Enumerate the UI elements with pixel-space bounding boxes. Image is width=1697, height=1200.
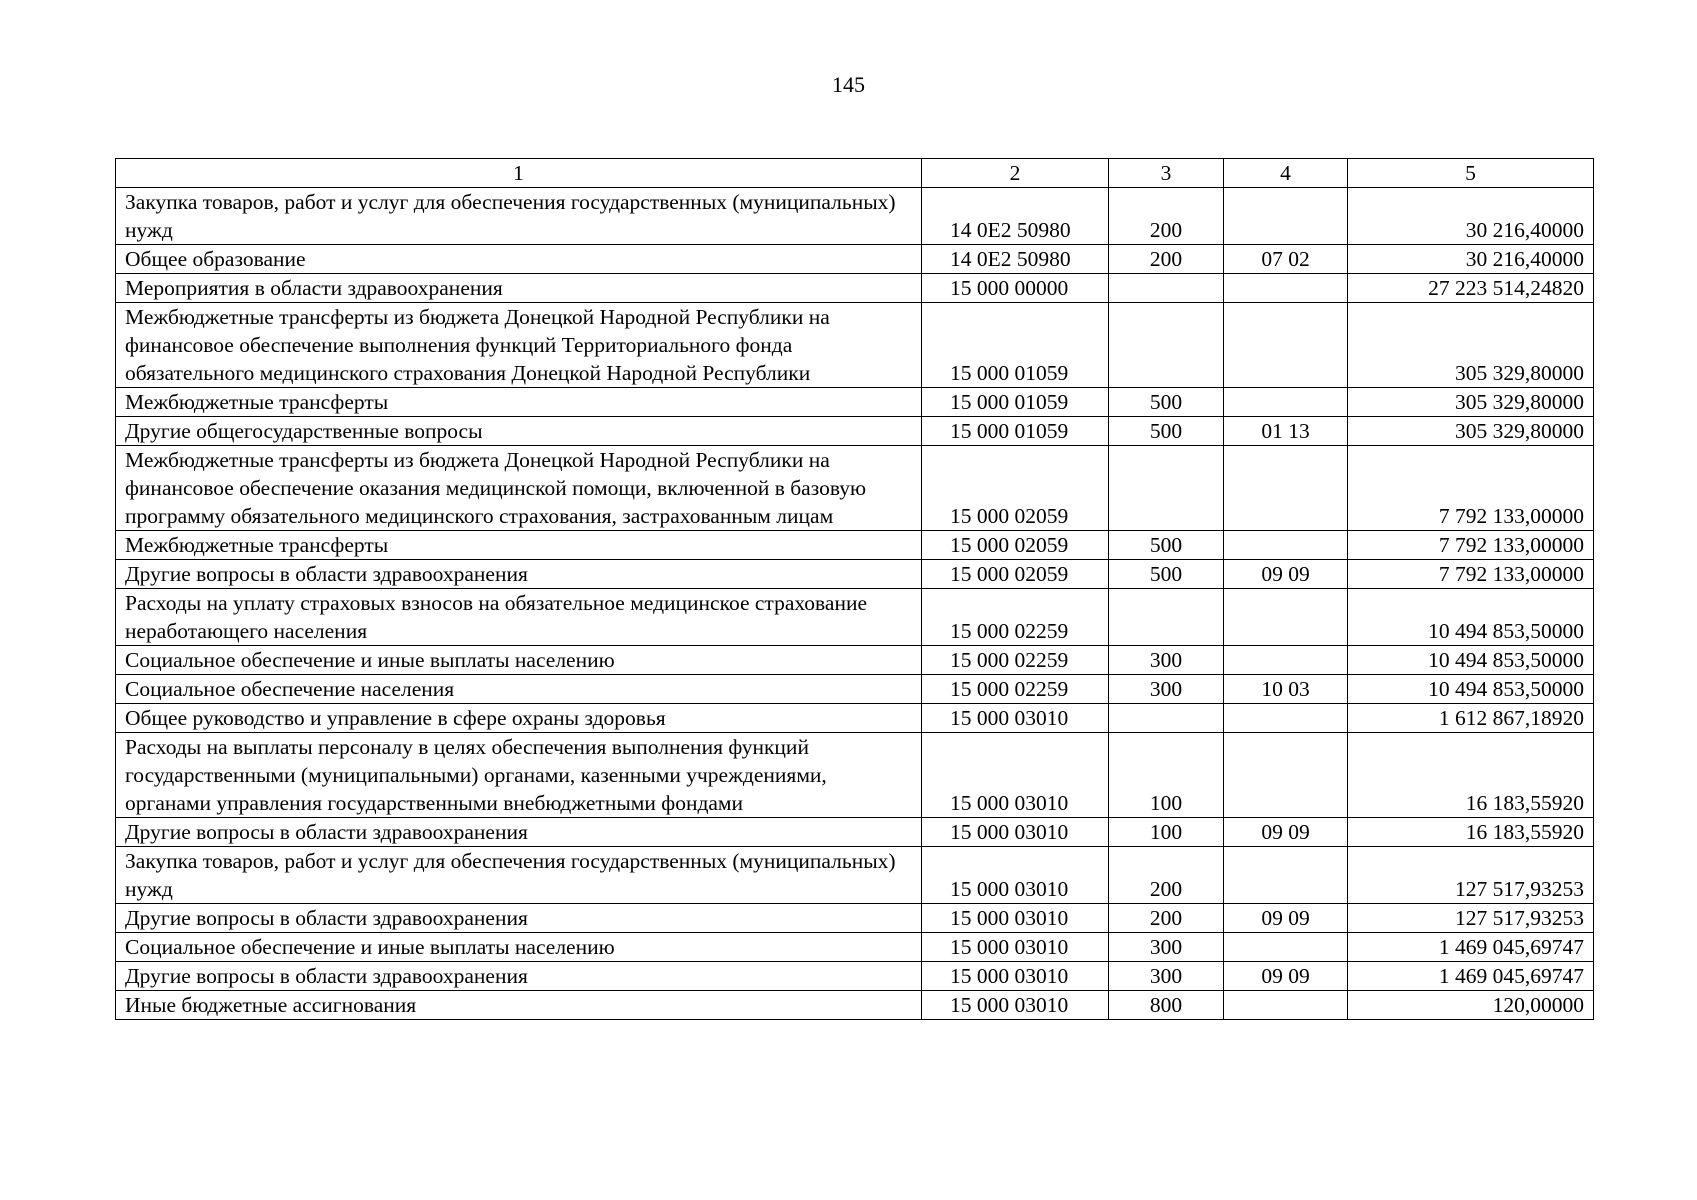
section-code-cell (1224, 991, 1348, 1020)
table-row (116, 847, 1594, 904)
target-code-cell: 15 000 03010 (922, 904, 1109, 933)
item-name-cell: Межбюджетные трансферты (116, 531, 922, 560)
amount-cell: 30 216,40000 (1348, 188, 1594, 245)
item-name-cell: Расходы на выплаты персоналу в целях обеспечения выполнения функций государственными (муниципальными) органами, казенными учреждениями, органами управления государственными внебюджетными фондами (116, 733, 922, 818)
table-row (116, 962, 1594, 991)
table-body (116, 188, 1594, 1020)
table-row (116, 933, 1594, 962)
target-code-cell: 15 000 03010 (922, 704, 1109, 733)
budget-table (115, 158, 1594, 1020)
item-name-cell: Общее образование (116, 245, 922, 274)
amount-cell: 1 612 867,18920 (1348, 704, 1594, 733)
amount-cell: 10 494 853,50000 (1348, 675, 1594, 704)
table-row (116, 446, 1594, 531)
section-code-cell (1224, 933, 1348, 962)
target-code-cell: 15 000 01059 (922, 303, 1109, 388)
expense-type-cell: 500 (1109, 560, 1224, 589)
item-name-cell: Закупка товаров, работ и услуг для обеспечения государственных (муниципальных) нужд (116, 847, 922, 904)
expense-type-cell: 100 (1109, 818, 1224, 847)
target-code-cell: 15 000 01059 (922, 388, 1109, 417)
expense-type-cell: 200 (1109, 847, 1224, 904)
item-name-cell: Межбюджетные трансферты из бюджета Донецкой Народной Республики на финансовое обеспечение выполнения функций Территориального фонда обязательного медицинского страхования Донецкой Народной Республики (116, 303, 922, 388)
item-name-cell: Закупка товаров, работ и услуг для обеспечения государственных (муниципальных) нужд (116, 188, 922, 245)
section-code-cell (1224, 446, 1348, 531)
target-code-cell: 15 000 03010 (922, 991, 1109, 1020)
section-code-cell (1224, 531, 1348, 560)
target-code-cell: 15 000 02259 (922, 646, 1109, 675)
section-code-cell: 10 03 (1224, 675, 1348, 704)
item-name-cell: Социальное обеспечение населения (116, 675, 922, 704)
amount-cell: 10 494 853,50000 (1348, 589, 1594, 646)
amount-cell: 30 216,40000 (1348, 245, 1594, 274)
target-code-cell: 14 0E2 50980 (922, 245, 1109, 274)
expense-type-cell: 500 (1109, 388, 1224, 417)
table-row (116, 245, 1594, 274)
expense-type-cell: 200 (1109, 188, 1224, 245)
column-header-5: 5 (1348, 159, 1594, 188)
target-code-cell: 15 000 02059 (922, 531, 1109, 560)
amount-cell: 16 183,55920 (1348, 733, 1594, 818)
expense-type-cell: 300 (1109, 962, 1224, 991)
item-name-cell: Другие вопросы в области здравоохранения (116, 560, 922, 589)
amount-cell: 16 183,55920 (1348, 818, 1594, 847)
section-code-cell: 09 09 (1224, 962, 1348, 991)
amount-cell: 305 329,80000 (1348, 417, 1594, 446)
target-code-cell: 14 0E2 50980 (922, 188, 1109, 245)
expense-type-cell: 500 (1109, 417, 1224, 446)
page-number: 145 (832, 72, 865, 97)
amount-cell: 7 792 133,00000 (1348, 446, 1594, 531)
target-code-cell: 15 000 00000 (922, 274, 1109, 303)
table-row (116, 560, 1594, 589)
expense-type-cell: 800 (1109, 991, 1224, 1020)
expense-type-cell: 200 (1109, 245, 1224, 274)
item-name-cell: Социальное обеспечение и иные выплаты населению (116, 646, 922, 675)
section-code-cell (1224, 188, 1348, 245)
target-code-cell: 15 000 03010 (922, 962, 1109, 991)
section-code-cell (1224, 704, 1348, 733)
column-header-4: 4 (1224, 159, 1348, 188)
column-header-2: 2 (922, 159, 1109, 188)
target-code-cell: 15 000 03010 (922, 847, 1109, 904)
table-header (116, 159, 1594, 188)
expense-type-cell: 300 (1109, 675, 1224, 704)
amount-cell: 7 792 133,00000 (1348, 560, 1594, 589)
item-name-cell: Общее руководство и управление в сфере охраны здоровья (116, 704, 922, 733)
item-name-cell: Иные бюджетные ассигнования (116, 991, 922, 1020)
section-code-cell (1224, 303, 1348, 388)
table-row (116, 675, 1594, 704)
amount-cell: 305 329,80000 (1348, 303, 1594, 388)
item-name-cell: Межбюджетные трансферты (116, 388, 922, 417)
section-code-cell: 09 09 (1224, 560, 1348, 589)
expense-type-cell (1109, 446, 1224, 531)
section-code-cell (1224, 388, 1348, 417)
target-code-cell: 15 000 02259 (922, 589, 1109, 646)
item-name-cell: Другие вопросы в области здравоохранения (116, 818, 922, 847)
target-code-cell: 15 000 02059 (922, 446, 1109, 531)
table-row (116, 704, 1594, 733)
table-row (116, 388, 1594, 417)
column-header-3: 3 (1109, 159, 1224, 188)
item-name-cell: Мероприятия в области здравоохранения (116, 274, 922, 303)
item-name-cell: Расходы на уплату страховых взносов на обязательное медицинское страхование неработающего населения (116, 589, 922, 646)
amount-cell: 10 494 853,50000 (1348, 646, 1594, 675)
header-row (116, 159, 1594, 188)
amount-cell: 27 223 514,24820 (1348, 274, 1594, 303)
table-row (116, 991, 1594, 1020)
table-row (116, 646, 1594, 675)
item-name-cell: Другие вопросы в области здравоохранения (116, 962, 922, 991)
expense-type-cell: 200 (1109, 904, 1224, 933)
expense-type-cell: 300 (1109, 933, 1224, 962)
table-row (116, 904, 1594, 933)
section-code-cell (1224, 733, 1348, 818)
expense-type-cell: 100 (1109, 733, 1224, 818)
table-row (116, 188, 1594, 245)
item-name-cell: Другие общегосударственные вопросы (116, 417, 922, 446)
table-row (116, 589, 1594, 646)
target-code-cell: 15 000 01059 (922, 417, 1109, 446)
item-name-cell: Другие вопросы в области здравоохранения (116, 904, 922, 933)
table-row (116, 303, 1594, 388)
section-code-cell (1224, 274, 1348, 303)
section-code-cell (1224, 847, 1348, 904)
section-code-cell: 09 09 (1224, 818, 1348, 847)
target-code-cell: 15 000 03010 (922, 733, 1109, 818)
expense-type-cell (1109, 589, 1224, 646)
expense-type-cell (1109, 303, 1224, 388)
expense-type-cell: 300 (1109, 646, 1224, 675)
amount-cell: 7 792 133,00000 (1348, 531, 1594, 560)
table-row (116, 417, 1594, 446)
table-row (116, 818, 1594, 847)
amount-cell: 127 517,93253 (1348, 904, 1594, 933)
expense-type-cell: 500 (1109, 531, 1224, 560)
item-name-cell: Межбюджетные трансферты из бюджета Донецкой Народной Республики на финансовое обеспечение оказания медицинской помощи, включенной в базовую программу обязательного медицинского страхования, застрахованным лицам (116, 446, 922, 531)
table-row (116, 274, 1594, 303)
section-code-cell: 09 09 (1224, 904, 1348, 933)
expense-type-cell (1109, 274, 1224, 303)
section-code-cell: 07 02 (1224, 245, 1348, 274)
section-code-cell (1224, 589, 1348, 646)
table-row (116, 531, 1594, 560)
column-header-1: 1 (116, 159, 922, 188)
amount-cell: 1 469 045,69747 (1348, 962, 1594, 991)
target-code-cell: 15 000 03010 (922, 933, 1109, 962)
amount-cell: 120,00000 (1348, 991, 1594, 1020)
section-code-cell (1224, 646, 1348, 675)
expense-type-cell (1109, 704, 1224, 733)
amount-cell: 127 517,93253 (1348, 847, 1594, 904)
target-code-cell: 15 000 02259 (922, 675, 1109, 704)
amount-cell: 1 469 045,69747 (1348, 933, 1594, 962)
table-row (116, 733, 1594, 818)
item-name-cell: Социальное обеспечение и иные выплаты населению (116, 933, 922, 962)
target-code-cell: 15 000 02059 (922, 560, 1109, 589)
amount-cell: 305 329,80000 (1348, 388, 1594, 417)
section-code-cell: 01 13 (1224, 417, 1348, 446)
target-code-cell: 15 000 03010 (922, 818, 1109, 847)
